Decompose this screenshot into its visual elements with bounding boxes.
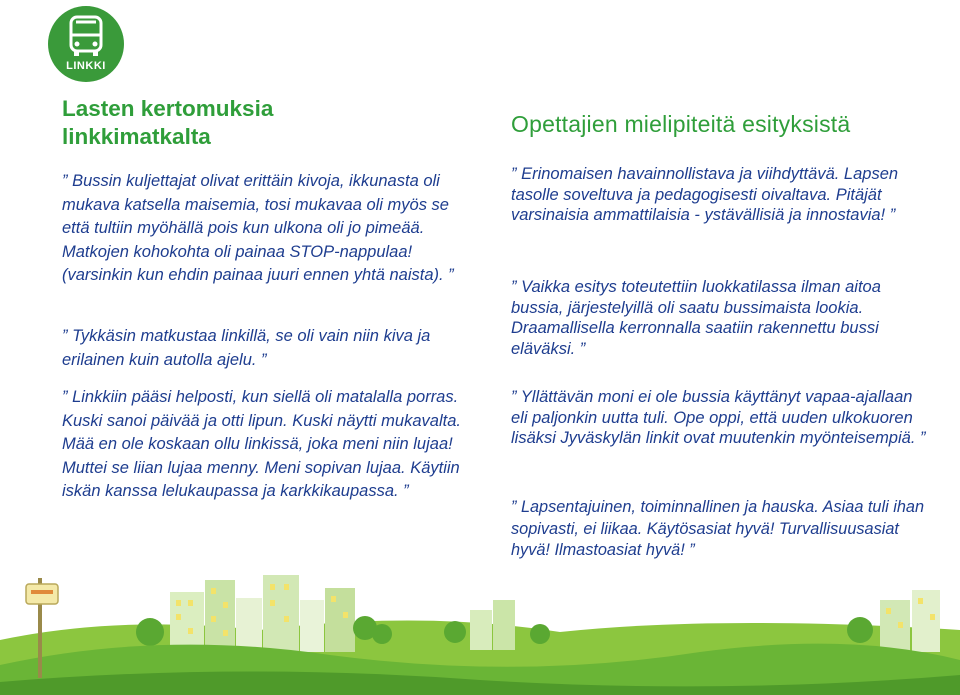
child-quote-3: ” Linkkiin pääsi helposti, kun siellä oli matalalla porras. Kuski sanoi päivää ja otti lipun. Kuski näytti mukavalta. Mää en ole koskaan ollu linkissä, joka meni niin lujaa! Muttei se liian lujaa menny. Meni sopivan lujaa. Käytiin iskän kanssa lelukaupassa ja karkkikaupassa. ” [62, 388, 461, 500]
child-quote-2: ” Tykkäsin matkustaa linkillä, se oli vain niin kiva ja erilainen kuin autolla ajelu. ” [62, 327, 431, 369]
children-stories-title: Lasten kertomuksia linkkimatkalta [62, 96, 274, 149]
teacher-opinions-title: Opettajien mielipiteitä esityksistä [511, 111, 851, 137]
teacher-quote-3: ” Yllättävän moni ei ole bussia käyttänyt vapaa-ajallaan eli paljonkin uutta tuli. Ope oppi, että uuden ulkokuoren lisäksi Jyväskylän linkit ovat muutenkin myönteisempiä. ” [511, 388, 926, 448]
teacher-quote-2: ” Vaikka esitys toteutettiin luokkatilassa ilman aitoa bussia, järjestelyillä oli saatu bussimaista lookia. Draamallisella kerronnalla saatiin rakennettu bussi eläväksi. ” [511, 278, 881, 358]
landscape-illustration [0, 570, 960, 695]
linkki-logo [47, 5, 125, 83]
child-quote-1: ” Bussin kuljettajat olivat erittäin kivoja, ikkunasta oli mukava katsella maisemia, tosi mukavaa oli myös se että tultiin myöhällä pois kun ulkona oli jo pimeää. Matkojen kohokohta oli painaa STOP-nappulaa! (varsinkin kun ehdin painaa juuri ennen yhtä naista). ” [62, 172, 454, 284]
logo-text: LINKKI [66, 60, 106, 72]
teacher-quote-1: ” Erinomaisen havainnollistava ja viihdyttävä. Lapsen tasolle soveltuva ja pedagogisesti oivaltava. Pitäjät varsinaisia ammattilaisia - ystävällisiä ja innostavia! ” [511, 165, 899, 225]
teacher-quote-4: ” Lapsentajuinen, toiminnallinen ja hauska. Asiaa tuli ihan sopivasti, ei liikaa. Käytösasiat hyvä! Turvallisuusasiat hyvä! Ilmastoasiat hyvä! ” [511, 498, 925, 559]
